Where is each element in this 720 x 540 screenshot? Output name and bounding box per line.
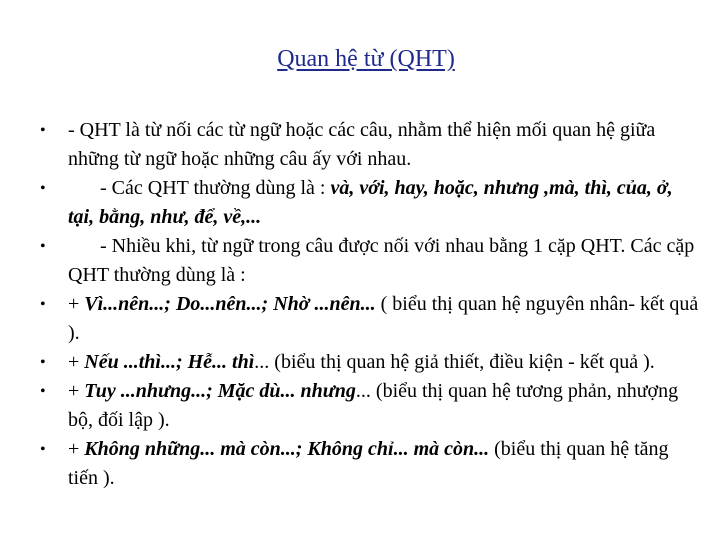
bullet-icon: •: [40, 180, 46, 197]
bullet-icon: •: [40, 296, 46, 313]
bullet-emphasis: Không những... mà còn...; Không chỉ... mà còn...: [84, 438, 490, 460]
slide-title: Quan hệ từ (QHT): [277, 46, 455, 72]
bullet-text: - Các QHT thường dùng là :: [100, 177, 331, 199]
bullet-icon: •: [40, 122, 46, 139]
bullet-text: ( biểu thị quan hệ nguyên nhân- kết quả ).: [68, 293, 699, 344]
bullet-pairs-intro: [40, 232, 700, 290]
bullet-text: (biểu thị quan hệ tăng tiến ).: [68, 438, 669, 489]
bullet-text: ... (biểu thị quan hệ tương phản, nhượng bộ, đối lập ).: [68, 380, 679, 431]
bullet-icon: •: [40, 238, 46, 255]
bullet-increase: [40, 435, 700, 493]
bullet-prefix: +: [68, 351, 85, 373]
bullet-text: - Nhiều khi, từ ngữ trong câu được nối với nhau bằng 1 cặp QHT. Các cặp QHT thường dùng là :: [68, 235, 695, 286]
bullet-emphasis: Vì...nên...; Do...nên...; Nhờ ...nên...: [84, 293, 376, 315]
bullet-emphasis: Tuy ...nhưng...; Mặc dù... nhưng: [84, 380, 356, 402]
bullet-emphasis: Nếu ...thì...; Hễ... thì: [84, 351, 255, 373]
bullet-icon: •: [40, 441, 46, 458]
bullet-definition: [40, 116, 700, 174]
bullet-text: ... (biểu thị quan hệ giả thiết, điều kiện - kết quả ).: [254, 351, 655, 373]
bullet-condition: [40, 348, 700, 377]
bullet-icon: •: [40, 354, 46, 371]
bullet-prefix: +: [68, 380, 85, 402]
bullet-text: - QHT là từ nối các từ ngữ hoặc các câu, nhằm thể hiện mối quan hệ giữa những từ ngữ hoặc những câu ấy với nhau.: [68, 119, 656, 170]
bullet-icon: •: [40, 383, 46, 400]
bullet-prefix: +: [68, 293, 85, 315]
bullet-emphasis: và, với, hay, hoặc, nhưng ,mà, thì, của, ở, tại, bằng, như, để, về,...: [68, 177, 673, 228]
bullet-cause-effect: [40, 290, 700, 348]
bullet-common-qht: [40, 174, 700, 232]
bullet-prefix: +: [68, 438, 85, 460]
bullet-list: [40, 116, 700, 493]
bullet-contrast: [40, 377, 700, 435]
